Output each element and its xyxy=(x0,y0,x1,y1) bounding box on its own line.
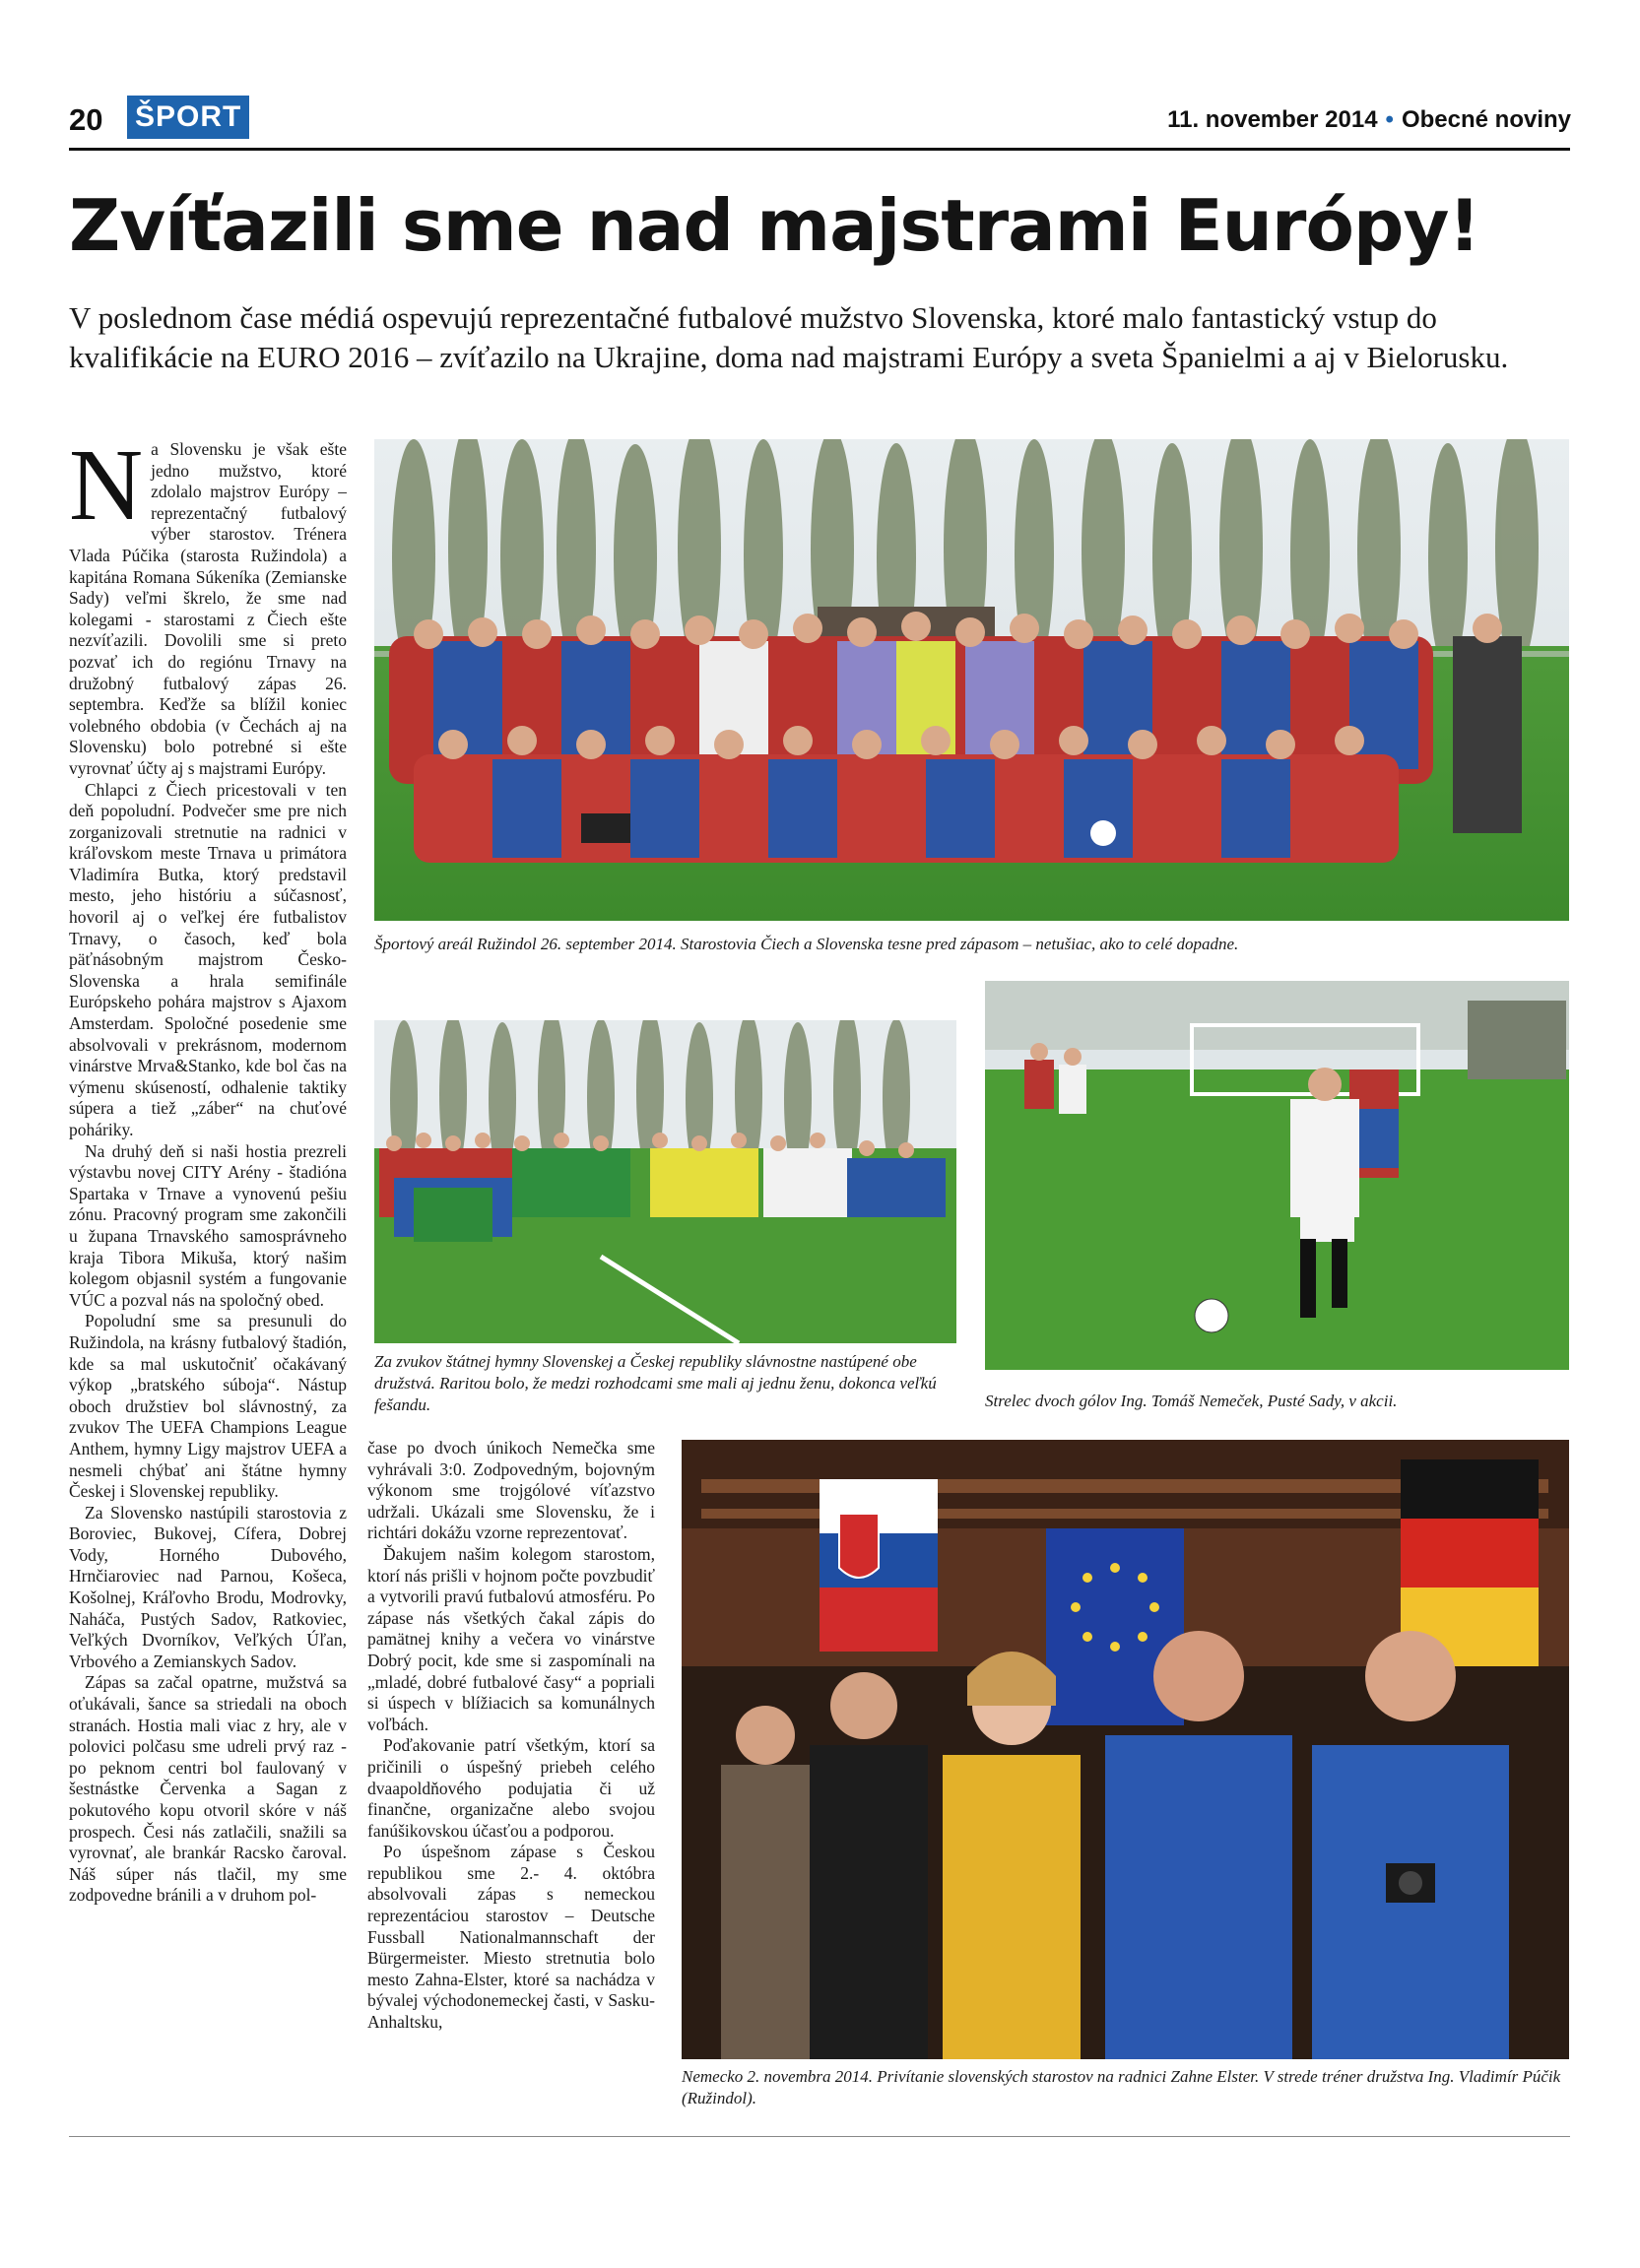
page-number: 20 xyxy=(69,102,103,137)
photo-caption: Športový areál Ružindol 26. september 2014. Starostovia Čiech a Slovenska tesne pred zápasom – netušiac, ako to celé dopadne. xyxy=(374,935,1239,953)
issue-info xyxy=(1167,108,1571,132)
photo-caption: Strelec dvoch gólov Ing. Tomáš Nemeček, Pusté Sady, v akcii. xyxy=(985,1392,1398,1410)
paragraph xyxy=(69,439,347,780)
paragraph: Po úspešnom zápase s Českou republikou sme 2.- 4. októbra absolvovali zápas s nemeckou reprezentáciou starostov – Deutsche Fussball Nationalmannschaft der Bürgermeister. Miesto stretnutia bolo mesto Zahna-Elster, ktoré sa nachádza v bývalej východonemeckej časti, v Sasku-Anhaltsku, xyxy=(367,1842,655,2033)
match-action-photo-image xyxy=(985,981,1569,1370)
text-column-2 xyxy=(367,1438,655,2107)
team-group-photo-image xyxy=(374,439,1569,921)
text-column-1 xyxy=(69,439,347,2104)
paragraph: Ďakujem našim kolegom starostom, ktorí nás prišli v hojnom počte povzbudiť a vytvorili pravú futbalovú atmosféru. Po zápase nás všetkých čakal zápis do pamätnej knihy a večera vo vinárstve Dobrý pocit, kde sme si zaspomínali na „mladé, dobré futbalové časy“ a popriali si úspech v blížiacich sa komunálnych voľbách. xyxy=(367,1543,655,1734)
section-label: ŠPORT xyxy=(127,96,249,139)
publication-name: Obecné noviny xyxy=(1401,106,1571,133)
reception-photo xyxy=(682,1440,1569,2059)
paragraph: čase po dvoch únikoch Nemečka sme vyhrávali 3:0. Zodpovedným, bojovným výkonom sme trojgólové víťazstvo udržali. Ukázali sme Slovensku, že i richtári dokážu vzorne reprezentovať. xyxy=(367,1438,655,1543)
paragraph: Popoludní sme sa presunuli do Ružindola, na krásny futbalový štadión, kde sa mal uskutočniť očakávaný výkop „bratského súboja“. Nástup oboch družstiev bol slávnostný, za zvukov The UEFA Champions League Anthem, hymny Ligy majstrov UEFA a nesmeli chýbať ani štátne hymny Českej i Slovenskej republiky. xyxy=(69,1311,347,1502)
team-group-photo xyxy=(374,439,1569,921)
drop-cap: N xyxy=(69,439,144,542)
paragraph: Chlapci z Čiech pricestovali v ten deň popoludní. Podvečer sme pre nich zorganizovali stretnutie na radnici v kráľovskom meste Trnava u primátora Vladimíra Butka, ktorý predstavil mesto, jeho históriu a súčasnosť, hovoril aj o veľkej ére futbalistov Trnavy, o časoch, keď bola päťnásobným majstrom Česko-Slovenska a hrala semifinále Európskeho pohára majstrov s Ajaxom Amsterdam. Spoločné posedenie sme absolvovali v prekrásnom, modernom vinárstve Mrva&Stanko, kde bol čas na výmenu skúseností, odhalenie taktiky súpera a tiež „záber“ na chuťové poháriky. xyxy=(69,779,347,1139)
paragraph: Zápas sa začal opatrne, mužstvá sa oťukávali, šance sa striedali na oboch stranách. Hostia mali viac z hry, ale v polovici polčasu sme udreli prvý raz - po peknom centri bol faulovaný v šestnástke Červenka a Sagan z pokutového kopu otvoril skóre v náš prospech. Česi nás zatlačili, snažili sa vyrovnať, ale brankár Racsko čaroval. Náš súper nás tlačil, my sme zodpovedne bránili a v druhom pol- xyxy=(69,1672,347,1906)
issue-date: 11. november 2014 xyxy=(1167,106,1378,133)
paragraph: Za Slovensko nastúpili starostovia z Boroviec, Bukovej, Cífera, Dobrej Vody, Horného Dubového, Hrnčiaroviec nad Parnou, Košeca, Košolnej, Kráľovho Brodu, Modrovky, Naháča, Pustých Sadov, Ratkoviec, Veľkých Dvorníkov, Veľkých Úľan, Vrbového a Zemianskych Sadov. xyxy=(69,1502,347,1671)
paragraph-text: a Slovensku je však ešte jedno mužstvo, ktoré zdolalo majstrov Európy – reprezentačný futbalový výber starostov. Trénera Vlada Púčika (starosta Ružindola) a kapitána Romana Súkeníka (Zemianske Sady) veľmi škrelo, že sme nad kolegami - starostami z Čiech ešte nezvíťazili. Dovolili sme si preto pozvať ich do regiónu Trnavy na družobný futbalový zápas 26. septembra. Keďže sa blížil koniec volebného obdobia (v Čechách aj na Slovensku) bolo potrebné si ešte vyrovnať účty aj s majstrami Európy. xyxy=(69,439,347,778)
paragraph: Na druhý deň si naši hostia prezreli výstavbu novej CITY Arény - štadióna Spartaka v Trnave a vynovenú pešiu zónu. Pracovný program sme zakončili u župana Trnavského samosprávneho kraja Tibora Mikuša, ktorý našim kolegom objasnil systém a fungovanie VÚC a pozval nás na spoločný obed. xyxy=(69,1140,347,1310)
team-lineup-photo-image xyxy=(374,1020,956,1343)
team-lineup-photo xyxy=(374,1020,956,1343)
header-rule xyxy=(69,148,1570,151)
reception-photo-image xyxy=(682,1440,1569,2059)
paragraph: Poďakovanie patrí všetkým, ktorí sa pričinili o úspešný priebeh celého dvaapoldňového podujatia či už finančne, organizačne alebo svojou fanúšikovskou účasťou a podporou. xyxy=(367,1735,655,1841)
photo-caption: Za zvukov štátnej hymny Slovenskej a Českej republiky slávnostne nastúpené obe družstvá. Raritou bolo, že medzi rozhodcami sme mali aj jednu ženu, dokonca veľkú fešandu. xyxy=(374,1352,937,1414)
photo-caption: Nemecko 2. novembra 2014. Privítanie slovenských starostov na radnici Zahne Elster. V strede tréner družstva Ing. Vladimír Púčik (Ružindol). xyxy=(682,2067,1561,2107)
bullet-separator: • xyxy=(1385,106,1394,133)
footer-rule xyxy=(69,2136,1570,2137)
article-lead: V poslednom čase médiá ospevujú reprezentačné futbalové mužstvo Slovenska, ktoré malo fantastický vstup do kvalifikácie na EURO 2016 – zvíťazilo na Ukrajine, doma nad majstrami Európy a sveta Španielmi a aj v Bielorusku. xyxy=(69,300,1509,374)
match-action-photo xyxy=(985,981,1569,1370)
article-headline: Zvíťazili sme nad majstrami Európy! xyxy=(69,184,1480,267)
